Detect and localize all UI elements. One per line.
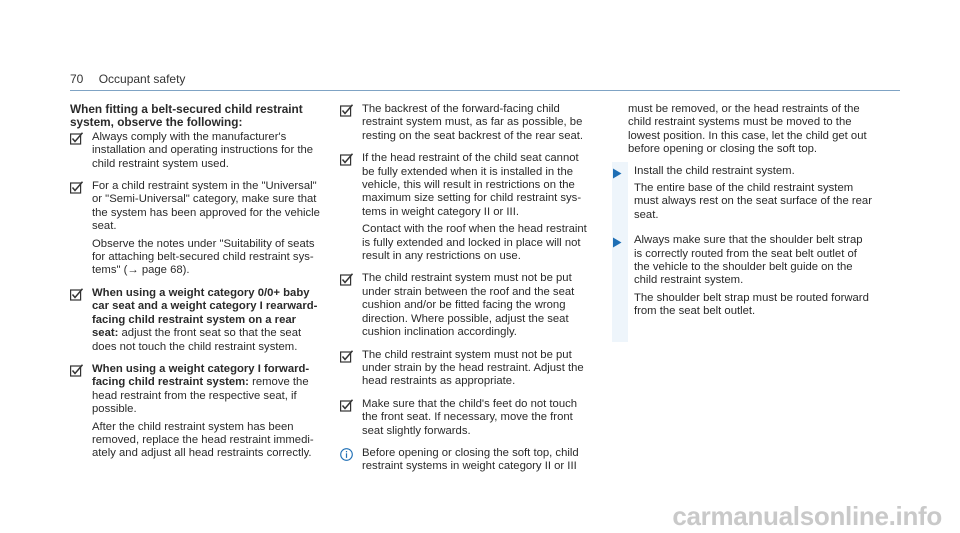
item-text: Make sure that the child's feet do not touch the front seat. If necessary, move the front seat slightly forwards. (362, 397, 578, 437)
item-note: After the child restraint system has been removed, replace the head restraint immedi-ately and adjust all head restraints correctly. (92, 420, 314, 460)
item-bold-lead: When using a weight category I forward-facing child restraint system: (92, 362, 310, 389)
checklist-item (70, 180, 324, 282)
column-middle (340, 103, 594, 483)
step-note: The shoulder belt strap must be routed forward from the seat belt outlet. (634, 291, 869, 318)
section-title: Occupant safety (98, 72, 186, 86)
checkbox-tick-icon (70, 287, 92, 358)
checklist-item (340, 103, 594, 147)
page-header (70, 73, 185, 86)
step-text: Install the child restraint system. (634, 164, 795, 177)
checklist-item (70, 131, 324, 175)
watermark: carmanualsonline.info (672, 500, 942, 531)
item-text: If the head restraint of the child seat cannot be fully extended when it is installed in the vehicle, this will result in restrictions on the maximum size setting for child restraint sys-tems in weight category II or III. (362, 152, 582, 218)
step-arrow-icon (612, 165, 634, 227)
instruction-step (612, 165, 872, 227)
checkbox-tick-icon (340, 349, 362, 393)
checkbox-tick-icon (70, 363, 92, 465)
item-text: The backrest of the forward-facing child restraint system must, as far as possible, be resting on the seat backrest of the rear seat. (362, 103, 584, 142)
item-text: Always comply with the manufacturer's installation and operating instructions for the child restraint system used. (92, 130, 314, 170)
step-arrow-icon (612, 234, 634, 322)
info-note (340, 447, 594, 478)
page-number: 70 (70, 72, 84, 86)
checklist-item (70, 363, 324, 465)
item-bold-lead: When using a weight category 0/0+ baby car seat and a weight category I rearward-facing child restraint system on a rear seat: (92, 286, 318, 340)
step-text: Always make sure that the shoulder belt strap is correctly routed from the seat belt outlet of the vehicle to the shoulder belt guide on the child restraint system. (634, 234, 863, 287)
checkbox-tick-icon (340, 398, 362, 442)
item-note: Contact with the roof when the head restraint is fully extended and locked in place will not result in any restrictions on use. (362, 223, 587, 263)
checkbox-tick-icon (340, 152, 362, 267)
checklist-item (340, 349, 594, 393)
item-text: remove the head restraint from the respective seat, if possible. (92, 376, 309, 416)
item-text: The child restraint system must not be put under strain between the roof and the seat cushion and/or be fitted facing the wrong direction. Where possible, adjust the seat cushion inclination accordingly. (362, 272, 575, 339)
checkbox-tick-icon (340, 272, 362, 343)
info-continuation: must be removed, or the head restraints of the child restraint systems must be moved to the lowest position. In this case, let the child get out before opening or closing the soft top. (628, 103, 867, 156)
checkbox-tick-icon (70, 180, 92, 282)
checkbox-tick-icon (340, 103, 362, 147)
column-right (612, 103, 872, 331)
instruction-step (612, 234, 872, 322)
item-text: The child restraint system must not be put under strain by the head restraint. Adjust the head restraints as appropriate. (362, 348, 584, 388)
step-note: The entire base of the child restraint system must always rest on the seat surface of the rear seat. (634, 182, 872, 221)
info-icon (340, 447, 362, 478)
checklist-item (70, 287, 324, 358)
item-text: For a child restraint system in the "Universal" or "Semi-Universal" category, make sure that the system has been approved for the vehicle seat. (92, 180, 320, 233)
checklist-item (340, 398, 594, 442)
checklist-item (340, 272, 594, 343)
checkbox-tick-icon (70, 131, 92, 175)
checklist-item (340, 152, 594, 267)
info-text: Before opening or closing the soft top, child restraint systems in weight category II or III (362, 446, 579, 473)
column-left (70, 103, 324, 470)
item-note: Observe the notes under "Suitability of seats for attaching belt-secured child restraint sys-tems" (→ page 68). (92, 237, 315, 277)
section-heading: When fitting a belt-secured child restraint system, observe the following: (70, 102, 303, 130)
item-text: adjust the front seat so that the seat does not touch the child restraint system. (92, 327, 302, 353)
header-divider (70, 90, 900, 91)
